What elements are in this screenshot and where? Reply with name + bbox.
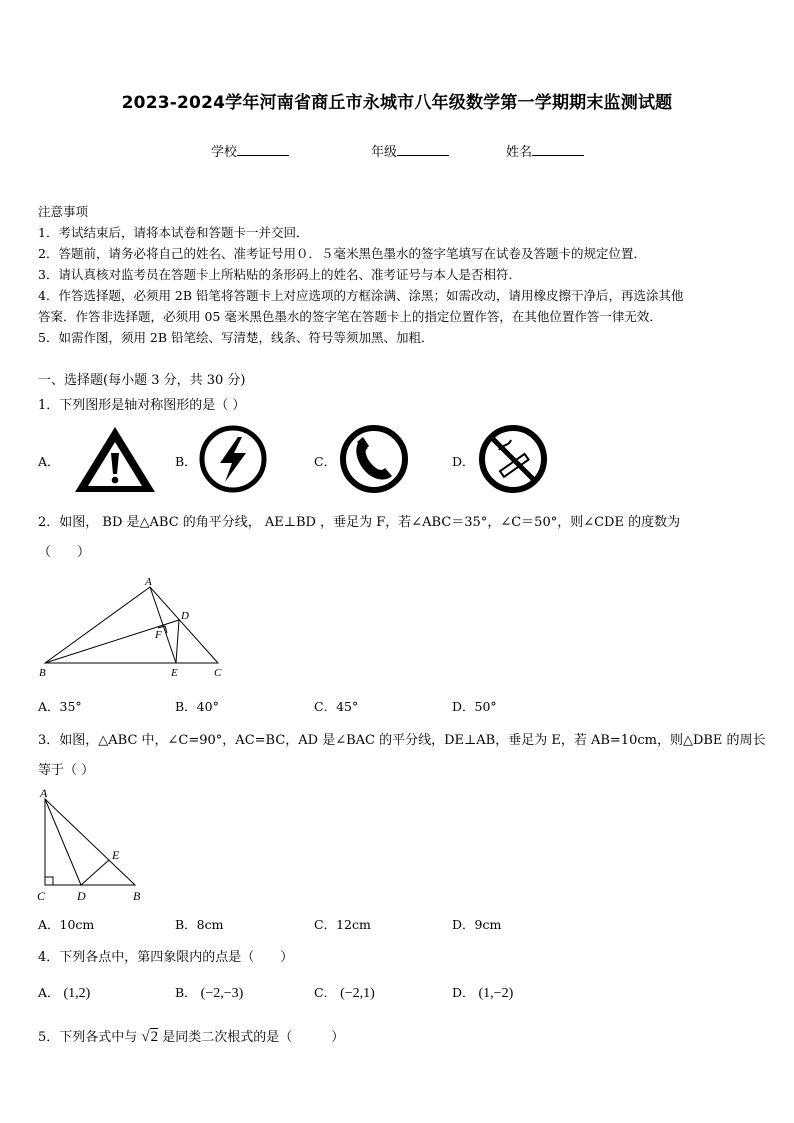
school-blank xyxy=(237,143,289,156)
q1-option-b-label: B． xyxy=(175,454,197,469)
question-3-stem: 3．如图，△ABC 中，∠C=90°，AC=BC，AD 是∠BAC 的平分线，DE⊥AB，垂足为 E，若 AB=10cm，则△DBE 的周长 xyxy=(38,733,766,748)
q2-label-c: C xyxy=(214,667,222,679)
q3-label-e: E xyxy=(112,848,120,862)
notice-item: 3．请认真核对监考员在答题卡上所粘贴的条形码上的姓名、准考证号与本人是否相符． xyxy=(38,267,521,282)
q4-option-c xyxy=(314,983,375,1002)
lightning-icon xyxy=(198,424,268,494)
school-label: 学校 xyxy=(211,145,238,160)
q2-triangle-figure xyxy=(30,572,240,682)
q3-option-a: A．10cm xyxy=(38,917,95,932)
q2-label-a: A xyxy=(145,576,152,588)
q2-option-a: A．35° xyxy=(38,699,82,714)
notice-item: 1．考试结束后，请将本试卷和答题卡一并交回． xyxy=(38,225,309,240)
sqrt-radicand: 2 xyxy=(150,1029,159,1045)
q2-label-d: D xyxy=(181,610,189,622)
q2-label-f: F xyxy=(155,629,162,641)
q2-option-c: C．45° xyxy=(314,699,359,714)
school-field xyxy=(211,141,289,160)
q5-stem-before: 5．下列各式中与 xyxy=(38,1030,138,1045)
notice-item: 4．作答选择题，必须用 2B 铅笔将答题卡上对应选项的方框涂满、涂黑；如需改动，请用橡皮擦干净后，再选涂其他 xyxy=(38,288,684,303)
q1-option-d-label: D． xyxy=(452,454,475,469)
notice-item: 2．答题前，请务必将自己的姓名、准考证号用０．５毫米黑色墨水的签字笔填写在试卷及答题卡的规定位置． xyxy=(38,246,646,261)
q1-option-c-label: C． xyxy=(314,454,337,469)
q4-option-d-value: (1,−2) xyxy=(478,986,514,1001)
page-title: 2023-2024学年河南省商丘市永城市八年级数学第一学期期末监测试题 xyxy=(121,93,673,113)
question-5-stem xyxy=(38,1026,344,1046)
question-3-stem-cont: 等于（ ） xyxy=(38,763,95,778)
q4-option-d-label: D． xyxy=(452,985,475,1000)
q4-option-c-label: C． xyxy=(314,985,337,1000)
notice-heading: 注意事项 xyxy=(38,204,89,219)
phone-icon xyxy=(338,424,410,494)
q4-option-b-label: B． xyxy=(175,985,197,1000)
notice-item: 答案．作答非选择题，必须用 05 毫米黑色墨水的签字笔在答题卡上的指定位置作答，在其他位置作答一律无效． xyxy=(38,309,662,324)
q3-label-b: B xyxy=(133,889,141,903)
grade-field xyxy=(371,141,449,160)
question-4-stem: 4．下列各点中，第四象限内的点是（ ） xyxy=(38,950,294,965)
sqrt-expression: √2 xyxy=(141,1029,159,1045)
q5-stem-after: 是同类二次根式的是（ ） xyxy=(162,1030,345,1045)
notice-item: 5．如需作图，须用 2B 铅笔绘、写清楚，线条、符号等须加黑、加粗． xyxy=(38,330,434,345)
q3-option-d: D．9cm xyxy=(452,917,502,932)
q3-option-c: C．12cm xyxy=(314,917,371,932)
question-1-stem: 1．下列图形是轴对称图形的是（ ） xyxy=(38,398,246,413)
q2-option-b: B．40° xyxy=(175,699,219,714)
q1-option-a-label: A． xyxy=(38,454,60,469)
q2-label-e: E xyxy=(171,667,178,679)
q4-option-d xyxy=(452,983,513,1002)
q3-label-d: D xyxy=(77,889,86,903)
name-field xyxy=(506,141,584,160)
question-2-stem: 2．如图， BD 是△ABC 的角平分线， AE⊥BD ，垂足为 F，若∠ABC＝35°，∠C＝50°，则∠CDE 的度数为 xyxy=(38,515,681,530)
q3-triangle-figure xyxy=(30,784,160,906)
q3-label-a: A xyxy=(40,786,48,800)
grade-label: 年级 xyxy=(371,145,398,160)
question-2-stem-cont: （ ） xyxy=(38,545,91,560)
q3-option-b: B．8cm xyxy=(175,917,224,932)
q4-option-a xyxy=(38,983,90,1002)
name-blank xyxy=(532,143,584,156)
name-label: 姓名 xyxy=(506,145,533,160)
warning-icon xyxy=(70,422,160,497)
q3-label-c: C xyxy=(37,889,46,903)
q4-option-b-value: (−2,−3) xyxy=(200,986,244,1001)
no-smoking-icon xyxy=(477,424,549,494)
q4-option-c-value: (−2,1) xyxy=(340,986,375,1001)
q4-option-a-label: A． xyxy=(38,985,60,1000)
section-heading: 一、选择题(每小题 3 分，共 30 分) xyxy=(38,373,246,388)
q2-label-b: B xyxy=(39,667,46,679)
q4-option-b xyxy=(175,983,243,1002)
q2-option-d: D．50° xyxy=(452,699,497,714)
q4-option-a-value: (1,2) xyxy=(63,986,91,1001)
grade-blank xyxy=(397,143,449,156)
